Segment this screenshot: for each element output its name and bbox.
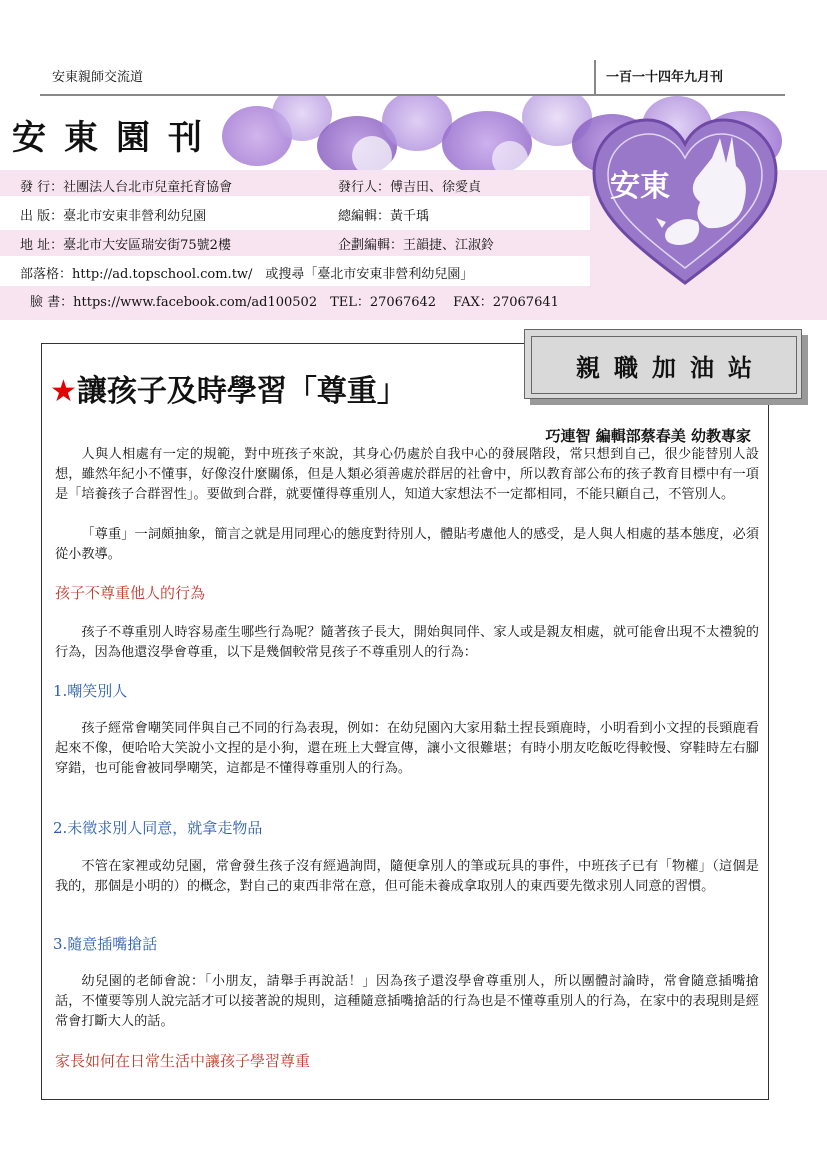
kindergarten-logo: [592, 118, 778, 288]
item2-heading: 2.未徵求別人同意，就拿走物品: [53, 819, 263, 837]
intro-paragraph-2: 「尊重」一詞頗抽象，簡言之就是用同理心的態度對待別人，體貼考慮他人的感受，是人與人相處的基本態度，必須從小教導。: [55, 527, 759, 562]
masthead-title: 安東園刊: [12, 118, 220, 158]
star-icon: ★: [50, 374, 77, 409]
info-blog[interactable]: 部落格：http://ad.topschool.com.tw/ 或搜尋「臺北市安東非營利幼兒園」: [20, 267, 474, 282]
info-issuer: 發行人：傅吉田、徐愛貞: [338, 180, 482, 195]
item2-paragraph: 不管在家裡或幼兒園，常會發生孩子沒有經過詢問，隨便拿別人的筆或玩具的事件，中班孩子已有「物權」（這個是我的，那個是小明的）的概念，對自己的東西非常在意，但可能未養成拿取別人的東西要先徵求別人同意的習慣。: [55, 859, 759, 894]
info-address: 地 址：臺北市大安區瑞安街75號2樓: [20, 238, 231, 253]
item1-heading: 1.嘲笑別人: [53, 682, 128, 700]
info-planning-editors: 企劃編輯：王韻捷、江淑鈴: [338, 238, 495, 253]
article-author: 巧連智 編輯部蔡春美 幼教專家: [545, 427, 751, 445]
info-facebook[interactable]: 臉 書：https://www.facebook.com/ad100502 TEL：27067642 FAX：27067641: [30, 295, 559, 310]
top-column-name: 安東親師交流道: [52, 70, 144, 85]
section1-paragraph: 孩子不尊重別人時容易產生哪些行為呢？隨著孩子長大，開始與同伴、家人或是親友相處，就可能會出現不太禮貌的行為，因為他還沒學會尊重，以下是幾個較常見孩子不尊重別人的行為：: [55, 625, 759, 660]
item3-heading: 3.隨意插嘴搶話: [53, 935, 158, 953]
section2-heading: 家長如何在日常生活中讓孩子學習尊重: [55, 1052, 311, 1070]
info-publisher-org: 發 行：社團法人台北市兒童托育協會: [20, 180, 233, 195]
intro-paragraph-1: 人與人相處有一定的規範，對中班孩子來說，其身心仍處於自我中心的發展階段，常只想到自己，很少能替別人設想，雖然年紀小不懂事，好像沒什麼關係，但是人類必須善處於群居的社會中，所以教育部公布的孩子教育目標中有一項是「培養孩子合群習性」。要做到合群，就要懂得尊重別人，知道大家想法不一定都相同，不能只顧自己，不管別人。: [55, 447, 759, 502]
section1-heading: 孩子不尊重他人的行為: [55, 584, 206, 602]
section-tag: [524, 329, 808, 405]
article-title-text: 讓孩子及時學習「尊重」: [76, 374, 407, 409]
item1-paragraph: 孩子經常會嘲笑同伴與自己不同的行為表現，例如：在幼兒園內大家用黏土捏長頸鹿時，小明看到小文捏的長頸鹿看起來不像，便哈哈大笑說小文捏的是小狗，還在班上大聲宣傳，讓小文很難堪；有時小朋友吃飯吃得較慢、穿鞋時左右腳穿錯，也可能會被同學嘲笑，這都是不懂得尊重別人的行為。: [55, 721, 759, 776]
info-publisher-school: 出 版：臺北市安東非營利幼兒園: [20, 209, 207, 224]
info-editor-in-chief: 總編輯：黃千瑀: [338, 209, 430, 224]
section-tag-label: 親職加油站: [531, 336, 797, 394]
logo-text: 安東: [610, 169, 670, 204]
item3-paragraph: 幼兒園的老師會說：「小朋友，請舉手再說話！」因為孩子還沒學會尊重別人，所以團體討論時，常會隨意插嘴搶話，不懂要等別人說完話才可以接著說的規則，這種隨意插嘴搶話的行為也是不懂尊重別人的行為，在家中的表現則是經常會打斷大人的話。: [55, 974, 759, 1029]
article-title: [50, 366, 407, 410]
issue-date: 一百一十四年九月刊: [594, 60, 784, 94]
